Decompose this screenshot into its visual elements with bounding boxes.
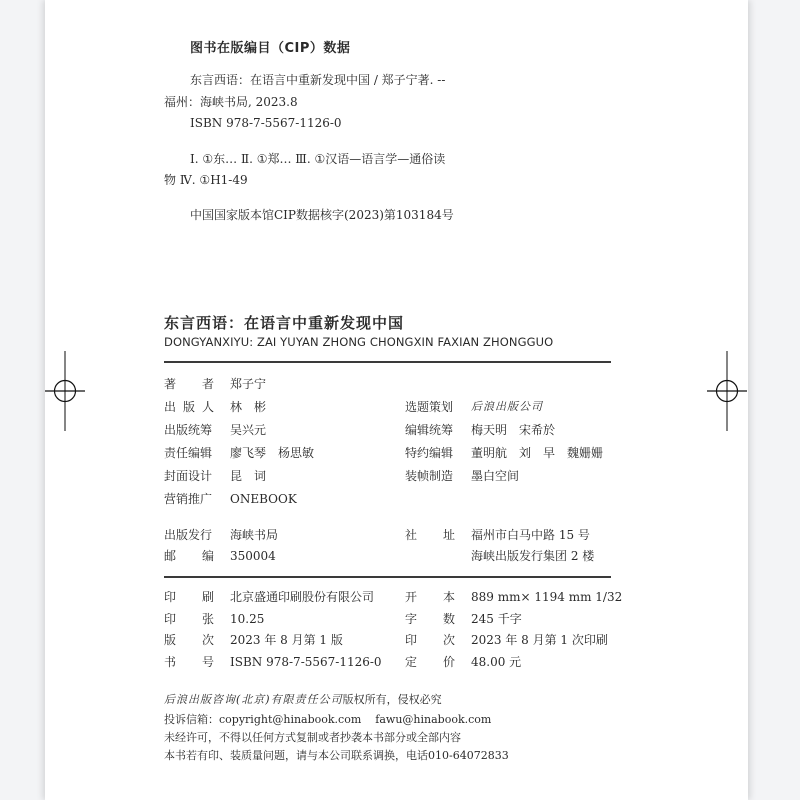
credit-value-publisher-person: 林 彬 (230, 400, 267, 414)
complaint-email-legal: fawu@hinabook.com (375, 713, 492, 726)
book-title: 东言西语：在语言中重新发现中国 (164, 314, 405, 332)
credit-value-author: 郑子宁 (230, 377, 267, 391)
credit-value-responsible-editor: 廖飞琴 杨思敏 (230, 446, 315, 460)
registration-mark-right-icon (707, 351, 747, 431)
printing-label-word-count: 字 数 (405, 612, 455, 626)
quality-contact-notice: 本书若有印、装质量问题，请与本公司联系调换，电话010-64072833 (164, 749, 509, 762)
complaint-label: 投诉信箱： (164, 713, 219, 726)
credit-value-marketing: ONEBOOK (230, 492, 297, 506)
cip-line-publisher: 福州：海峡书局, 2023.8 (164, 95, 298, 109)
rights-notice (164, 693, 442, 707)
printing-value-sheets: 10.25 (230, 612, 265, 626)
cip-line-classification: Ⅰ. ①东… Ⅱ. ①郑… Ⅲ. ①汉语—语言学—通俗读 (190, 152, 446, 166)
complaint-line (164, 713, 491, 727)
rights-text: 版权所有，侵权必究 (342, 693, 442, 706)
credit-value-topic-planning: 后浪出版公司 (471, 400, 543, 413)
printing-value-word-count: 245 千字 (471, 612, 522, 626)
copyright-page (45, 0, 748, 800)
postcode-label: 邮 编 (164, 549, 214, 563)
printing-label-sheets: 印 张 (164, 612, 214, 626)
printing-label-format: 开 本 (405, 590, 455, 604)
credit-value-editorial-coordinator: 梅天明 宋希於 (471, 423, 556, 437)
cip-line-record-number: 中国国家版本馆CIP数据核字(2023)第103184号 (190, 208, 454, 222)
credit-label-publishing-coordinator: 出版统筹 (164, 423, 213, 437)
credit-label-cover-design: 封面设计 (164, 469, 213, 483)
printing-value-edition: 2023 年 8 月第 1 版 (230, 633, 343, 647)
credit-label-marketing: 营销推广 (164, 492, 213, 506)
credit-label-special-editor: 特约编辑 (405, 446, 454, 460)
credit-label-responsible-editor: 责任编辑 (164, 446, 213, 460)
cip-line-classification-cont: 物 Ⅳ. ①H1-49 (164, 173, 248, 187)
credit-label-publisher-person: 出 版 人 (164, 400, 214, 414)
cip-line-isbn: ISBN 978-7-5567-1126-0 (190, 116, 342, 130)
printing-value-printer: 北京盛通印刷股份有限公司 (230, 590, 375, 604)
printing-value-isbn: ISBN 978-7-5567-1126-0 (230, 655, 382, 669)
address-line-1: 福州市白马中路 15 号 (471, 528, 590, 542)
printing-label-impression: 印 次 (405, 633, 455, 647)
complaint-email-copyright: copyright@hinabook.com (219, 713, 362, 726)
postcode-value: 350004 (230, 549, 276, 563)
credit-value-cover-design: 昆 词 (230, 469, 267, 483)
printing-label-printer: 印 刷 (164, 590, 214, 604)
rights-holder-script: 后浪出版咨询(北京)有限责任公司 (164, 693, 343, 706)
printing-value-impression: 2023 年 8 月第 1 次印刷 (471, 633, 608, 647)
address-line-2: 海峡出版发行集团 2 楼 (471, 549, 595, 563)
printing-label-edition: 版 次 (164, 633, 214, 647)
publisher-dist-label: 出版发行 (164, 528, 213, 542)
divider-top (164, 361, 611, 363)
credit-value-special-editor: 董明航 刘 早 魏姗姗 (471, 446, 604, 460)
address-label: 社 址 (405, 528, 455, 542)
credit-label-topic-planning: 选题策划 (405, 400, 454, 414)
credit-label-editorial-coordinator: 编辑统筹 (405, 423, 454, 437)
unauthorized-copy-notice: 未经许可，不得以任何方式复制或者抄袭本书部分或全部内容 (164, 731, 461, 744)
printing-value-format: 889 mm× 1194 mm 1/32 (471, 590, 623, 604)
credit-label-binding: 装帧制造 (405, 469, 454, 483)
book-title-pinyin: DONGYANXIYU: ZAI YUYAN ZHONG CHONGXIN FAXIAN ZHONGGUO (164, 335, 554, 349)
printing-value-price: 48.00 元 (471, 655, 522, 669)
printing-label-price: 定 价 (405, 655, 455, 669)
cip-heading: 图书在版编目（CIP）数据 (190, 41, 351, 56)
credit-value-binding: 墨白空间 (471, 469, 520, 483)
registration-mark-left-icon (45, 351, 85, 431)
divider-middle (164, 576, 611, 578)
cip-line-title: 东言西语：在语言中重新发现中国 / 郑子宁著. -- (190, 73, 446, 87)
publisher-dist-value: 海峡书局 (230, 528, 279, 542)
credit-value-publishing-coordinator: 吴兴元 (230, 423, 267, 437)
printing-label-isbn: 书 号 (164, 655, 214, 669)
credit-label-author: 著 者 (164, 377, 214, 391)
